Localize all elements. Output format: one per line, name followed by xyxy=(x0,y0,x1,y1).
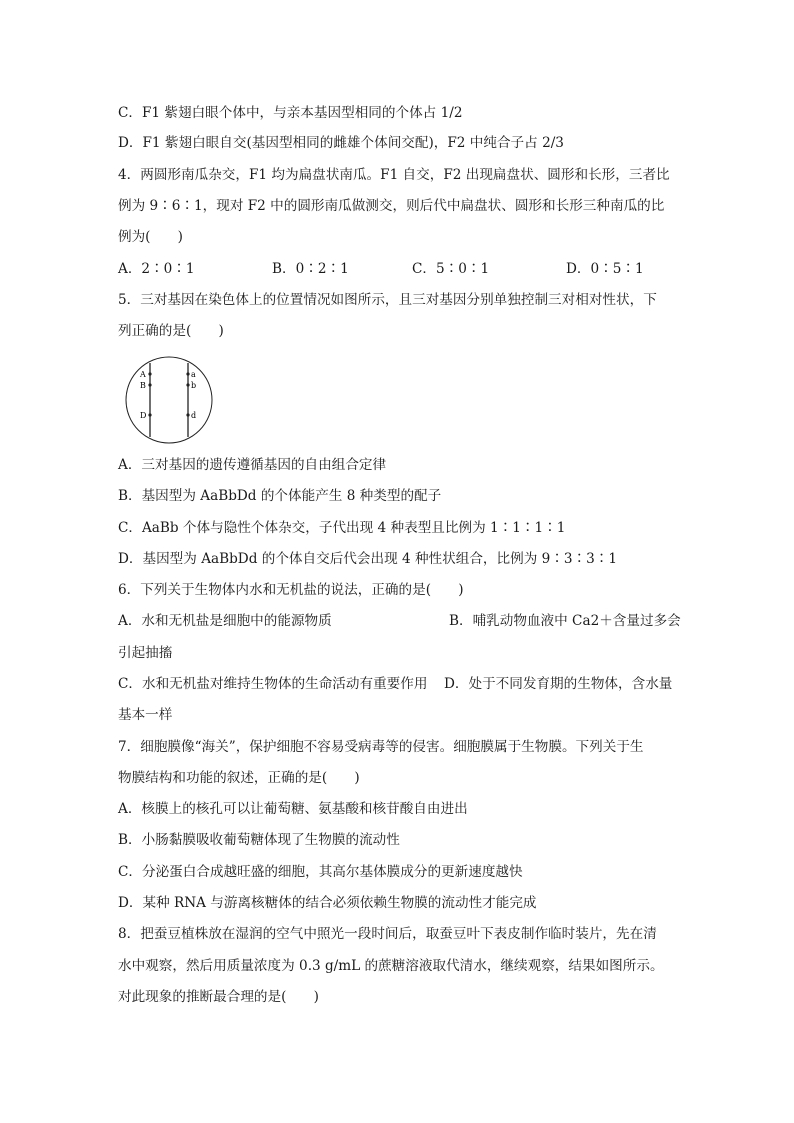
q3-option-d: D．F1 紫翅白眼自交(基因型相同的雌雄个体间交配)，F2 中纯合子占 2/3 xyxy=(118,135,564,151)
q4-option-b: B．0∶2∶1 xyxy=(272,261,349,277)
q7-option-a: A．核膜上的核孔可以让葡萄糖、氨基酸和核苷酸自由进出 xyxy=(118,801,468,817)
gene-label-a: a xyxy=(191,370,196,379)
q4-option-c: C．5∶0∶1 xyxy=(412,261,490,277)
q5-stem-line-1: 5．三对基因在染色体上的位置情况如图所示，且三对基因分别单独控制三对相对性状，下 xyxy=(118,292,657,308)
q4-option-d: D．0∶5∶1 xyxy=(566,261,644,277)
q8-stem-line-1: 8．把蚕豆植株放在湿润的空气中照光一段时间后，取蚕豆叶下表皮制作临时装片，先在清 xyxy=(118,926,657,942)
q3-option-c: C．F1 紫翅白眼个体中，与亲本基因型相同的个体占 1/2 xyxy=(118,105,463,121)
q6-option-d-continued: 基本一样 xyxy=(118,707,173,723)
q7-option-d: D．某种 RNA 与游离核糖体的结合必须依赖生物膜的流动性才能完成 xyxy=(118,895,537,911)
q8-stem-line-2: 水中观察，然后用质量浓度为 0.3 g/mL 的蔗糖溶液取代清水，继续观察，结果如图所示。 xyxy=(118,958,664,974)
gene-label-d: d xyxy=(191,411,197,420)
q6-option-a: A．水和无机盐是细胞中的能源物质 xyxy=(118,613,332,629)
q6-option-c: C．水和无机盐对维持生物体的生命活动有重要作用 xyxy=(118,676,428,692)
q6-option-b-continued: 引起抽搐 xyxy=(118,645,173,661)
q7-stem-line-2: 物膜结构和功能的叙述，正确的是( ) xyxy=(118,770,360,786)
q7-option-b: B．小肠黏膜吸收葡萄糖体现了生物膜的流动性 xyxy=(118,832,400,848)
q4-option-a: A．2∶0∶1 xyxy=(118,261,195,277)
gene-label-b: b xyxy=(191,381,197,390)
q5-option-b: B．基因型为 AaBbDd 的个体能产生 8 种类型的配子 xyxy=(118,488,442,504)
gene-label-A: A xyxy=(140,370,146,379)
q5-option-c: C．AaBb 个体与隐性个体杂交，子代出现 4 种表型且比例为 1∶1∶1∶1 xyxy=(118,520,566,536)
q5-stem-line-2: 列正确的是( ) xyxy=(118,323,224,339)
q6-option-d: D．处于不同发育期的生物体，含水量 xyxy=(444,676,673,692)
q4-stem-line-3: 例为( ) xyxy=(118,229,183,245)
chromosome-diagram xyxy=(124,355,214,445)
q6-option-b: B．哺乳动物血液中 Ca2＋含量过多会 xyxy=(449,613,681,629)
gene-label-B: B xyxy=(140,381,146,390)
q4-stem-line-2: 例为 9∶6∶1，现对 F2 中的圆形南瓜做测交，则后代中扁盘状、圆形和长形三种南瓜的比 xyxy=(118,198,665,214)
q4-stem-line-1: 4．两圆形南瓜杂交，F1 均为扁盘状南瓜。F1 自交，F2 出现扁盘状、圆形和长形，三者比 xyxy=(118,167,670,183)
q6-stem: 6．下列关于生物体内水和无机盐的说法，正确的是( ) xyxy=(118,582,464,598)
q5-option-d: D．基因型为 AaBbDd 的个体自交后代会出现 4 种性状组合，比例为 9∶3∶3∶1 xyxy=(118,551,617,567)
q5-option-a: A．三对基因的遗传遵循基因的自由组合定律 xyxy=(118,457,387,473)
gene-label-D: D xyxy=(140,411,147,420)
q8-stem-line-3: 对此现象的推断最合理的是( ) xyxy=(118,989,319,1005)
q7-stem-line-1: 7．细胞膜像“海关”，保护细胞不容易受病毒等的侵害。细胞膜属于生物膜。下列关于生 xyxy=(118,739,644,755)
q7-option-c: C．分泌蛋白合成越旺盛的细胞，其高尔基体膜成分的更新速度越快 xyxy=(118,864,523,880)
